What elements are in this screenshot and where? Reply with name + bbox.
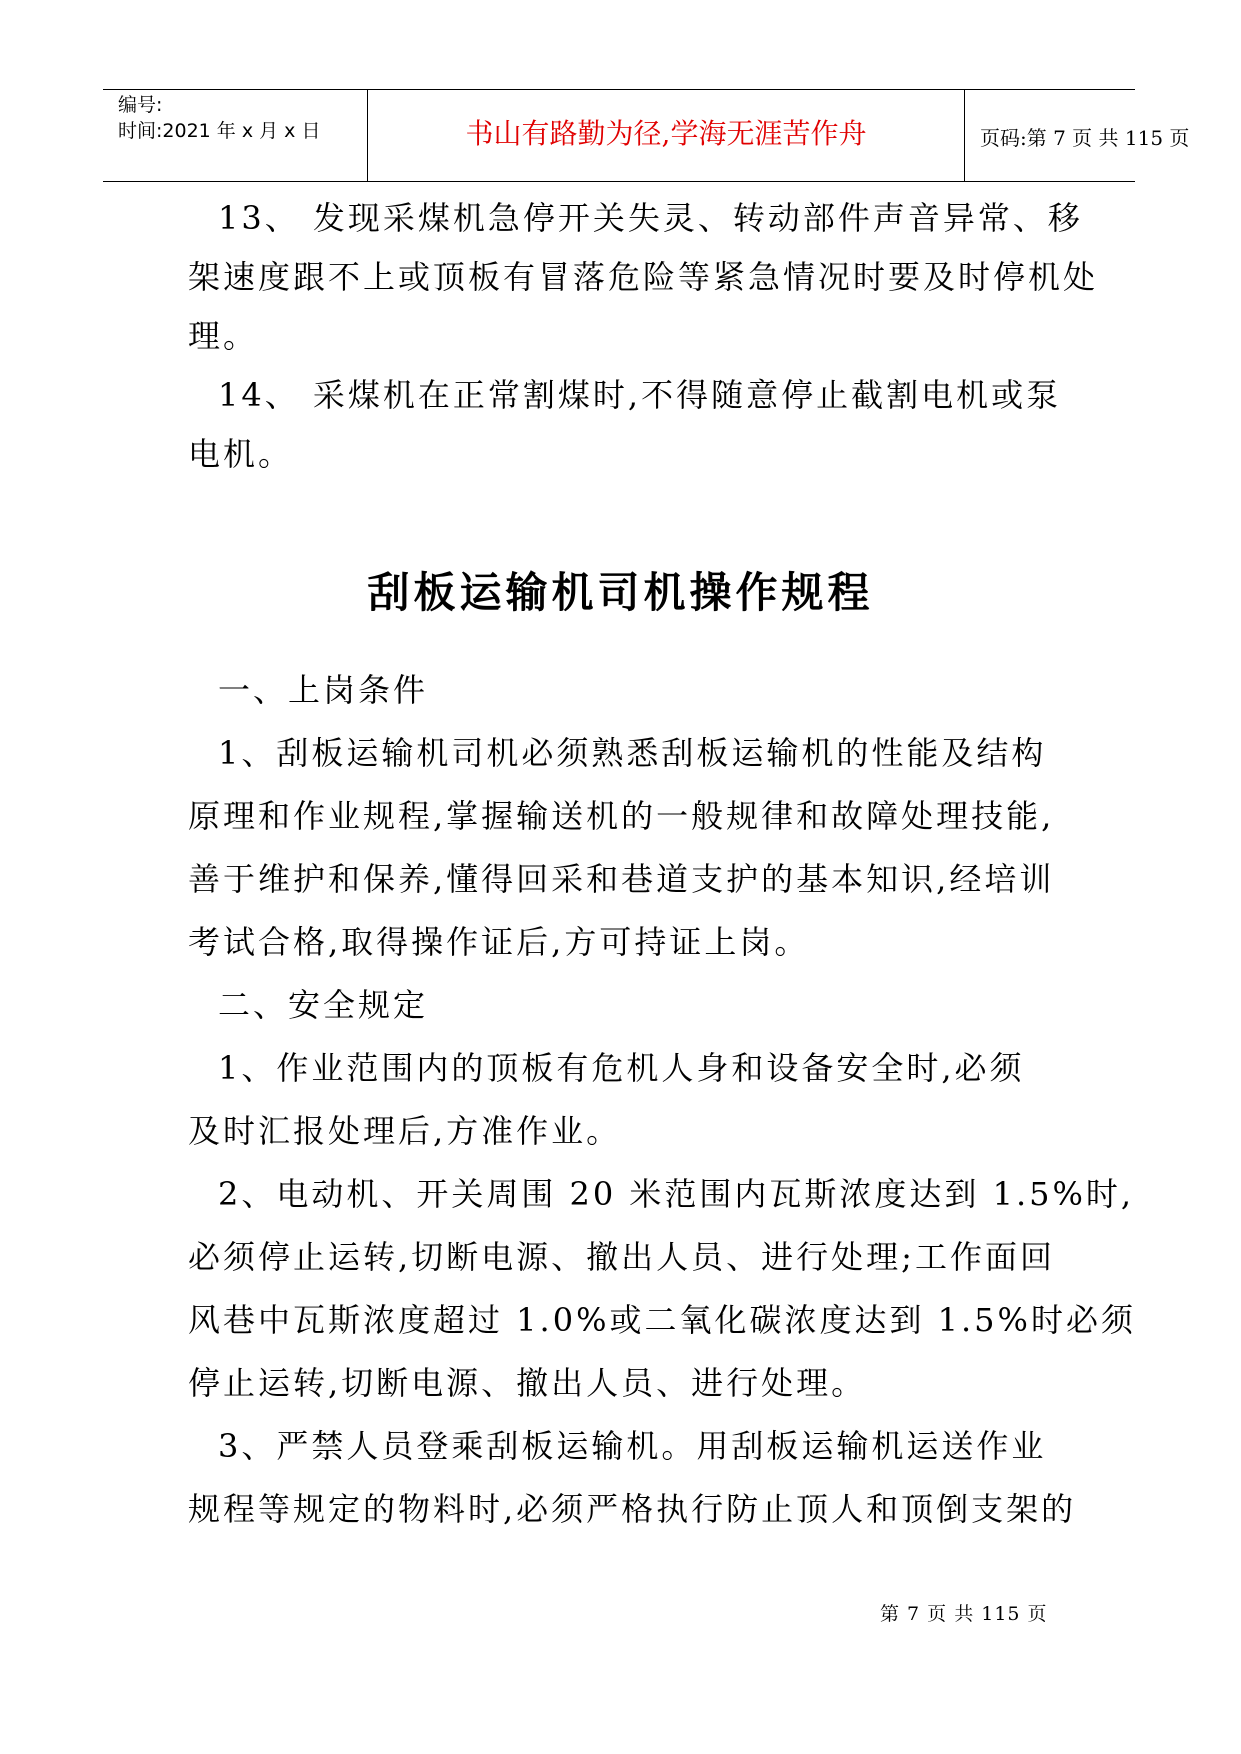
body-line: 理。 (188, 317, 259, 355)
section-title: 刮板运输机司机操作规程 (367, 568, 874, 617)
body-line: 考试合格,取得操作证后,方可持证上岗。 (188, 923, 810, 961)
body-line: 3、严禁人员登乘刮板运输机。用刮板运输机运送作业 (218, 1427, 1047, 1465)
body-line: 14、 采煤机在正常割煤时,不得随意停止截割电机或泵 (218, 376, 1062, 414)
section-heading: 一、上岗条件 (218, 671, 429, 709)
body-line: 电机。 (188, 435, 294, 473)
header-meta-cell (103, 90, 368, 181)
body-line: 风巷中瓦斯浓度超过 1.0%或二氧化碳浓度达到 1.5%时必须 (188, 1301, 1136, 1339)
body-line: 2、电动机、开关周围 20 米范围内瓦斯浓度达到 1.5%时, (218, 1175, 1135, 1213)
header-motto: 书山有路勤为径,学海无涯苦作舟 (465, 117, 867, 150)
header-page-info: 页码:第 7 页 共 115 页 (980, 126, 1190, 150)
header-page-cell (965, 90, 1190, 181)
body-line: 停止运转,切断电源、撤出人员、进行处理。 (188, 1364, 867, 1402)
body-line: 1、作业范围内的顶板有危机人身和设备安全时,必须 (218, 1049, 1025, 1087)
document-number-label: 编号: (118, 94, 163, 116)
body-line: 规程等规定的物料时,必须严格执行防止顶人和顶倒支架的 (188, 1490, 1077, 1528)
document-time-label: 时间:2021 年 x 月 x 日 (118, 120, 321, 142)
section-heading: 二、安全规定 (218, 986, 429, 1024)
body-line: 及时汇报处理后,方准作业。 (188, 1112, 622, 1150)
page-footer: 第 7 页 共 115 页 (880, 1603, 1048, 1625)
body-line: 必须停止运转,切断电源、撤出人员、进行处理;工作面回 (188, 1238, 1055, 1276)
body-line: 原理和作业规程,掌握输送机的一般规律和故障处理技能, (188, 797, 1055, 835)
body-line: 架速度跟不上或顶板有冒落危险等紧急情况时要及时停机处 (188, 258, 1099, 296)
body-line: 1、刮板运输机司机必须熟悉刮板运输机的性能及结构 (218, 734, 1047, 772)
body-line: 13、 发现采煤机急停开关失灵、转动部件声音异常、移 (218, 199, 1083, 237)
document-header (103, 89, 1190, 182)
header-motto-cell (368, 90, 965, 181)
body-line: 善于维护和保养,懂得回采和巷道支护的基本知识,经培训 (188, 860, 1055, 898)
